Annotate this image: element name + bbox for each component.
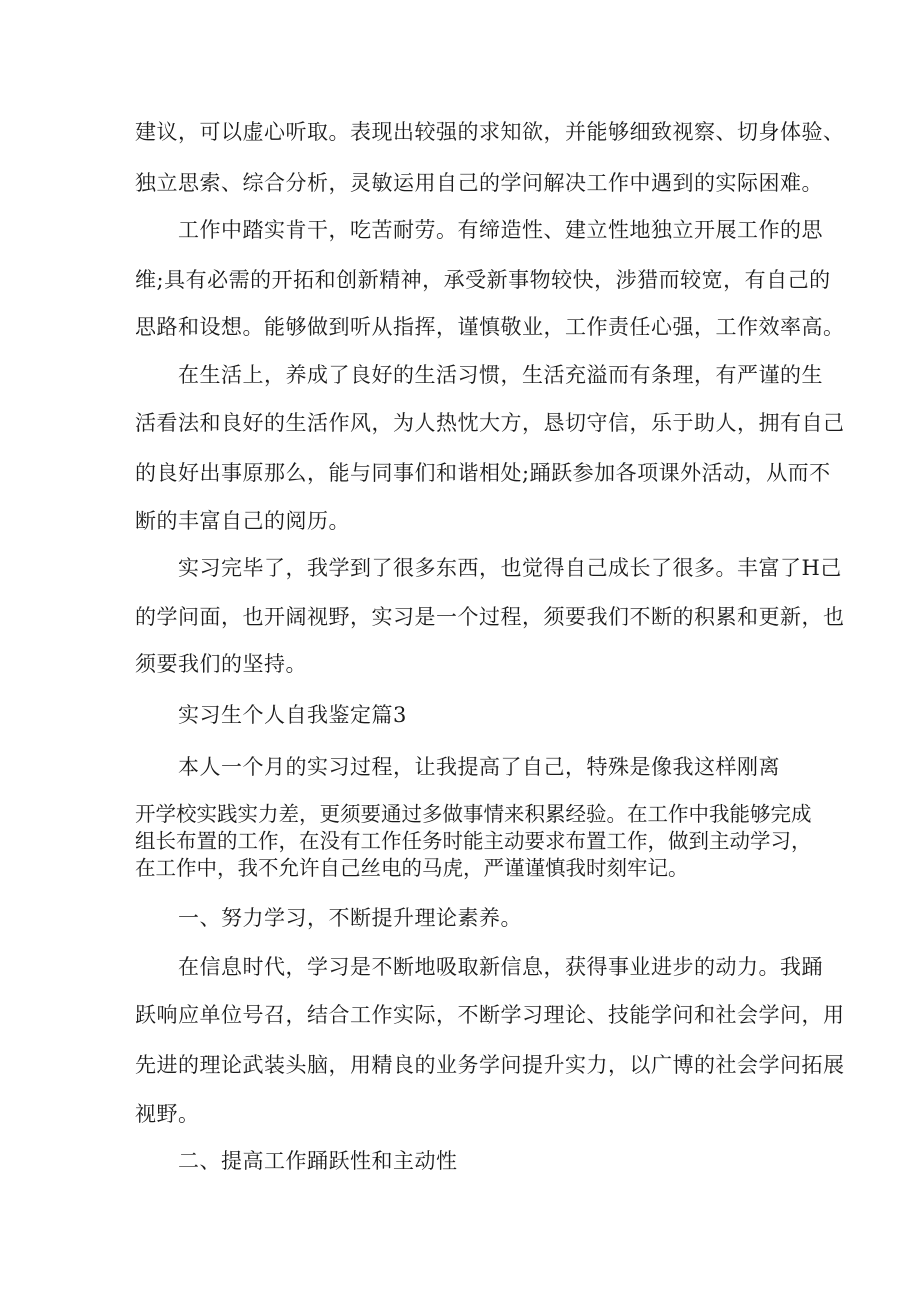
paragraph-2-line-3: 思路和设想。能够做到听从指挥，谨慎敬业，工作责任心强，工作效率高。: [135, 315, 845, 339]
paragraph-3-line-2: 活看法和良好的生活作风，为人热忱大方，恳切守信，乐于助人，拥有自己: [135, 411, 845, 435]
subheading-2: 二、提高工作踊跃性和主动性: [178, 1149, 458, 1173]
paragraph-1-line-1: 建议，可以虚心听取。表现出较强的求知欲，并能够细致视察、切身体验、: [135, 120, 845, 144]
paragraph-6-line-2: 跃响应单位号召，结合工作实际，不断学习理论、技能学问和社会学问，用: [135, 1003, 845, 1027]
paragraph-5-line-4: 在工作中，我不允许自己丝电的马虎，严谨谨慎我时刻牢记。: [135, 856, 689, 880]
paragraph-1-line-2: 独立思索、综合分析，灵敏运用自己的学问解决工作中遇到的实际困难。: [135, 171, 823, 195]
subheading-1: 一、努力学习，不断提升理论素养。: [178, 906, 522, 930]
paragraph-2-line-1: 工作中踏实肯干，吃苦耐劳。有缔造性、建立性地独立开展工作的思: [178, 218, 823, 242]
section-heading: 实习生个人自我鉴定篇3: [178, 703, 407, 727]
paragraph-4-line-3: 须要我们的坚持。: [135, 652, 307, 676]
paragraph-2-line-2: 维;具有必需的开拓和创新精神，承受新事物较快，涉猎而较宽，有自己的: [135, 268, 831, 292]
paragraph-3-line-4: 断的丰富自己的阅历。: [135, 509, 350, 533]
paragraph-5-line-1: 本人一个月的实习过程，让我提高了自己，特殊是像我这样刚离: [178, 755, 780, 779]
paragraph-3-line-3: 的良好出事原那么，能与同事们和谐相处;踊跃参加各项课外活动，从而不: [135, 461, 831, 485]
paragraph-4-line-1: 实习完毕了，我学到了很多东西，也觉得自己成长了很多。丰富了H己: [178, 556, 842, 580]
paragraph-5-line-3: 组长布置的工作，在没有工作任务时能主动要求布置工作，做到主动学习，: [135, 829, 812, 853]
paragraph-5-line-2: 开学校实践实力差，更须要通过多做事情来积累经验。在工作中我能够完成: [135, 802, 812, 826]
paragraph-3-line-1: 在生活上，养成了良好的生活习惯，生活充溢而有条理，有严谨的生: [178, 363, 823, 387]
paragraph-6-line-1: 在信息时代，学习是不断地吸取新信息，获得事业进步的动力。我踊: [178, 955, 823, 979]
paragraph-6-line-4: 视野。: [135, 1102, 200, 1126]
paragraph-4-line-2: 的学问面，也开阔视野，实习是一个过程，须要我们不断的积累和更新，也: [135, 605, 845, 629]
paragraph-6-line-3: 先进的理论武装头脑，用精良的业务学问提升实力，以广博的社会学问拓展: [135, 1053, 845, 1077]
